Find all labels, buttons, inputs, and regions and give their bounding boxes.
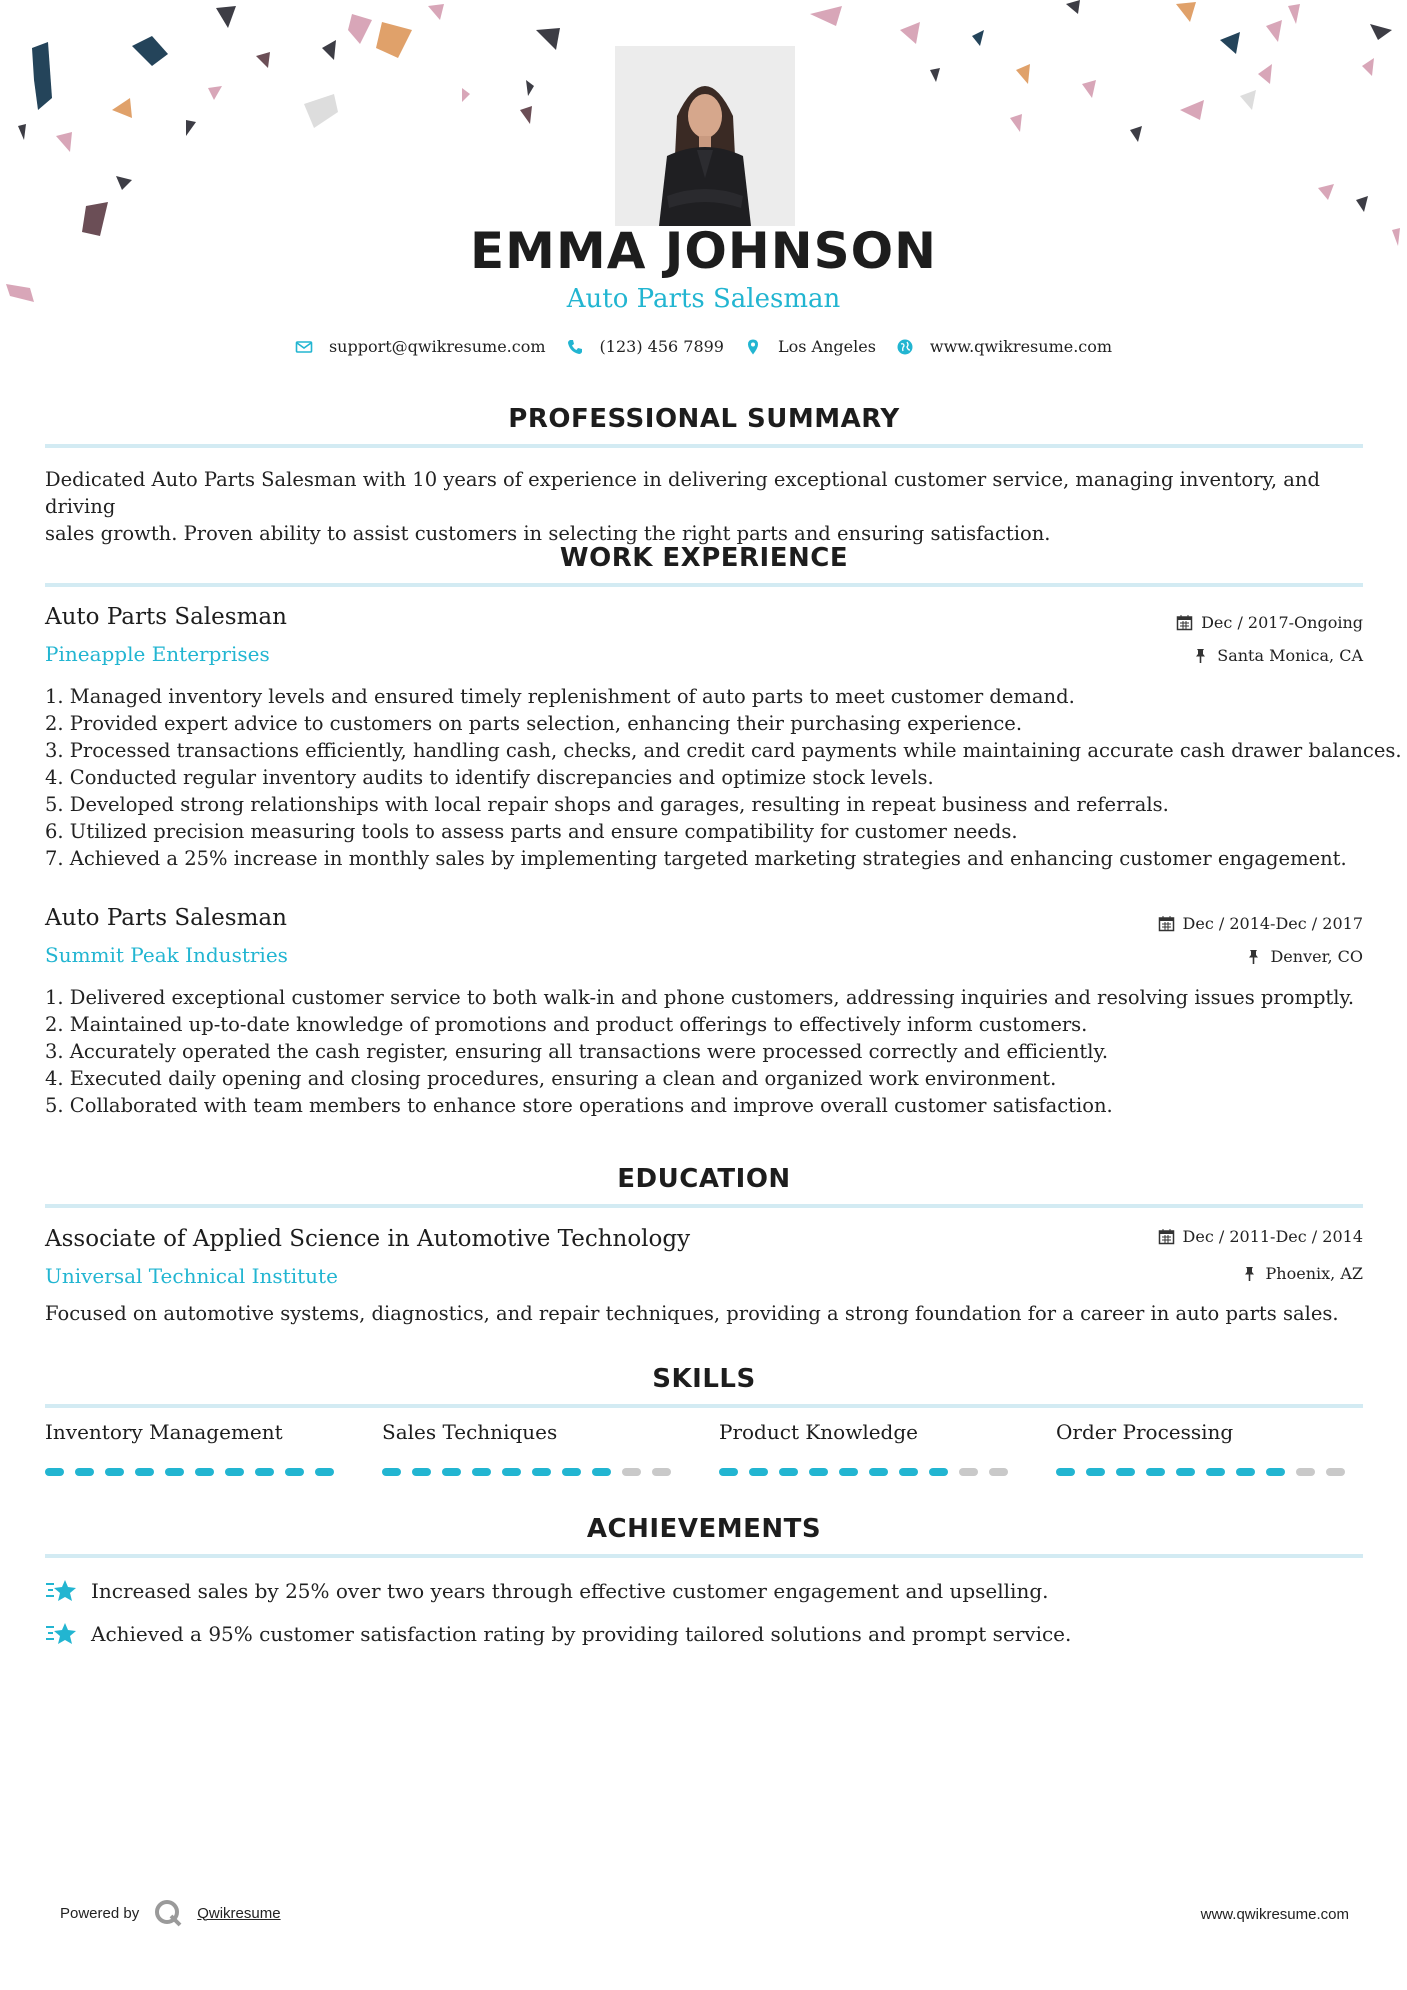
rating-dot-filled	[899, 1468, 918, 1476]
rating-dot-filled	[809, 1468, 828, 1476]
education-school: Universal Technical Institute	[45, 1264, 338, 1288]
rating-dot-filled	[285, 1468, 304, 1476]
education-location	[1241, 1264, 1363, 1283]
rating-dot-filled	[562, 1468, 581, 1476]
list-item: 5. Developed strong relationships with local repair shops and garages, resulting in repeat business and referrals.	[45, 793, 1169, 816]
contact-email-text: support@qwikresume.com	[328, 337, 546, 356]
achievement-item	[45, 1576, 1049, 1606]
rating-dot-filled	[929, 1468, 948, 1476]
job-location-text: Denver, CO	[1270, 947, 1363, 966]
section-heading-summary: PROFESSIONAL SUMMARY	[508, 404, 900, 434]
list-item: 3. Accurately operated the cash register, ensuring all transactions were processed correctly and efficiently.	[45, 1040, 1109, 1063]
job-responsibilities	[45, 984, 1375, 1119]
candidate-name: EMMA JOHNSON	[470, 222, 937, 280]
rating-dot-filled	[1056, 1468, 1075, 1476]
achievement-text: Increased sales by 25% over two years through effective customer engagement and upselling.	[91, 1579, 1049, 1603]
job-dates	[1176, 613, 1363, 632]
contact-location	[744, 337, 876, 356]
rating-dot-filled	[779, 1468, 798, 1476]
education-degree: Associate of Applied Science in Automotive Technology	[45, 1226, 691, 1252]
footer-url[interactable]: www.qwikresume.com	[1200, 1906, 1349, 1923]
job-title: Auto Parts Salesman	[45, 905, 287, 931]
rating-dot-filled	[749, 1468, 768, 1476]
skill-rating	[719, 1468, 1016, 1476]
qwikresume-link[interactable]: Qwikresume	[197, 1904, 281, 1922]
shooting-star-icon	[45, 1619, 79, 1649]
profile-photo	[615, 46, 795, 226]
list-item: 5. Collaborated with team members to enhance store operations and improve overall customer satisfaction.	[45, 1094, 1113, 1117]
rating-dot-empty	[652, 1468, 671, 1476]
achievement-item	[45, 1619, 1071, 1649]
job-dates	[1158, 914, 1363, 933]
section-divider	[45, 1404, 1363, 1408]
education-dates-text: Dec / 2011-Dec / 2014	[1182, 1227, 1363, 1246]
job-responsibilities	[45, 683, 1402, 872]
powered-by-label: Powered by	[60, 1904, 140, 1922]
skill-item	[382, 1420, 679, 1476]
section-divider	[45, 1204, 1363, 1208]
rating-dot-filled	[869, 1468, 888, 1476]
list-item: 4. Executed daily opening and closing procedures, ensuring a clean and organized work environment.	[45, 1067, 1057, 1090]
rating-dot-filled	[195, 1468, 214, 1476]
job-location	[1192, 646, 1363, 665]
skill-rating	[1056, 1468, 1353, 1476]
rating-dot-empty	[622, 1468, 641, 1476]
rating-dot-filled	[592, 1468, 611, 1476]
rating-dot-filled	[1236, 1468, 1255, 1476]
skill-name: Product Knowledge	[719, 1420, 918, 1444]
summary-line: Dedicated Auto Parts Salesman with 10 years of experience in delivering exceptional customer service, managing inventory, and driving	[45, 468, 1320, 518]
rating-dot-empty	[1296, 1468, 1315, 1476]
section-divider	[45, 1554, 1363, 1558]
calendar-icon	[1176, 614, 1193, 631]
rating-dot-filled	[75, 1468, 94, 1476]
job-company: Summit Peak Industries	[45, 943, 288, 967]
rating-dot-filled	[1176, 1468, 1195, 1476]
rating-dot-filled	[472, 1468, 491, 1476]
summary-text	[45, 466, 1365, 547]
rating-dot-filled	[442, 1468, 461, 1476]
list-item: 6. Utilized precision measuring tools to assess parts and ensure compatibility for customer needs.	[45, 820, 1018, 843]
skill-name: Sales Techniques	[382, 1420, 558, 1444]
candidate-title: Auto Parts Salesman	[566, 284, 841, 314]
skill-item	[45, 1420, 342, 1476]
contact-location-text: Los Angeles	[777, 337, 876, 356]
contact-bar	[0, 337, 1407, 356]
list-item: 2. Provided expert advice to customers on parts selection, enhancing their purchasing experience.	[45, 712, 1023, 735]
envelope-icon	[295, 338, 313, 356]
rating-dot-filled	[719, 1468, 738, 1476]
rating-dot-filled	[839, 1468, 858, 1476]
skill-name: Order Processing	[1056, 1420, 1234, 1444]
education-dates	[1158, 1227, 1363, 1246]
pushpin-icon	[1192, 647, 1209, 664]
job-location	[1245, 947, 1363, 966]
rating-dot-filled	[165, 1468, 184, 1476]
rating-dot-filled	[1206, 1468, 1225, 1476]
list-item: 1. Managed inventory levels and ensured timely replenishment of auto parts to meet customer demand.	[45, 685, 1075, 708]
contact-website[interactable]	[896, 337, 1112, 356]
rating-dot-filled	[255, 1468, 274, 1476]
rating-dot-filled	[45, 1468, 64, 1476]
rating-dot-filled	[225, 1468, 244, 1476]
rating-dot-filled	[1146, 1468, 1165, 1476]
footer-powered-by	[60, 1898, 281, 1928]
calendar-icon	[1158, 1228, 1175, 1245]
rating-dot-filled	[135, 1468, 154, 1476]
rating-dot-empty	[989, 1468, 1008, 1476]
rating-dot-filled	[502, 1468, 521, 1476]
contact-phone-text: (123) 456 7899	[599, 337, 724, 356]
job-dates-text: Dec / 2017-Ongoing	[1201, 613, 1363, 632]
rating-dot-filled	[412, 1468, 431, 1476]
summary-line: sales growth. Proven ability to assist customers in selecting the right parts and ensuring satisfaction.	[45, 522, 1051, 545]
skill-name: Inventory Management	[45, 1420, 283, 1444]
section-divider	[45, 444, 1363, 448]
contact-email[interactable]	[295, 337, 546, 356]
section-heading-experience: WORK EXPERIENCE	[559, 543, 849, 573]
rating-dot-empty	[1326, 1468, 1345, 1476]
rating-dot-filled	[105, 1468, 124, 1476]
skill-item	[719, 1420, 1016, 1476]
education-location-text: Phoenix, AZ	[1265, 1264, 1363, 1283]
job-location-text: Santa Monica, CA	[1217, 646, 1363, 665]
job-dates-text: Dec / 2014-Dec / 2017	[1182, 914, 1363, 933]
list-item: 7. Achieved a 25% increase in monthly sales by implementing targeted marketing strategies and enhancing customer engagement.	[45, 847, 1347, 870]
phone-icon	[566, 338, 584, 356]
skill-item	[1056, 1420, 1353, 1476]
skills-list	[45, 1420, 1363, 1476]
qwikresume-logo-icon	[153, 1898, 183, 1928]
rating-dot-filled	[382, 1468, 401, 1476]
list-item: 4. Conducted regular inventory audits to identify discrepancies and optimize stock levels.	[45, 766, 934, 789]
rating-dot-filled	[532, 1468, 551, 1476]
job-company: Pineapple Enterprises	[45, 642, 270, 666]
section-heading-achievements: ACHIEVEMENTS	[586, 1514, 822, 1544]
rating-dot-filled	[1086, 1468, 1105, 1476]
rating-dot-filled	[1266, 1468, 1285, 1476]
section-divider	[45, 583, 1363, 587]
contact-website-text: www.qwikresume.com	[929, 337, 1113, 356]
section-heading-skills: SKILLS	[652, 1364, 756, 1394]
rating-dot-empty	[959, 1468, 978, 1476]
shooting-star-icon	[45, 1576, 79, 1606]
contact-phone[interactable]	[566, 337, 724, 356]
list-item: 1. Delivered exceptional customer service to both walk-in and phone customers, addressing inquiries and resolving issues promptly.	[45, 986, 1355, 1009]
list-item: 3. Processed transactions efficiently, handling cash, checks, and credit card payments while maintaining accurate cash drawer balances.	[45, 739, 1402, 762]
achievement-text: Achieved a 95% customer satisfaction rating by providing tailored solutions and prompt service.	[91, 1622, 1072, 1646]
rating-dot-filled	[315, 1468, 334, 1476]
skill-rating	[45, 1468, 342, 1476]
list-item: 2. Maintained up-to-date knowledge of promotions and product offerings to effectively inform customers.	[45, 1013, 1088, 1036]
skill-rating	[382, 1468, 679, 1476]
map-pin-icon	[744, 338, 762, 356]
rating-dot-filled	[1116, 1468, 1135, 1476]
education-description: Focused on automotive systems, diagnostics, and repair techniques, providing a strong foundation for a career in auto parts sales.	[45, 1302, 1339, 1325]
globe-icon	[896, 338, 914, 356]
calendar-icon	[1158, 915, 1175, 932]
pushpin-icon	[1241, 1265, 1258, 1282]
job-title: Auto Parts Salesman	[45, 604, 287, 630]
section-heading-education: EDUCATION	[617, 1164, 791, 1194]
pushpin-icon	[1245, 948, 1262, 965]
